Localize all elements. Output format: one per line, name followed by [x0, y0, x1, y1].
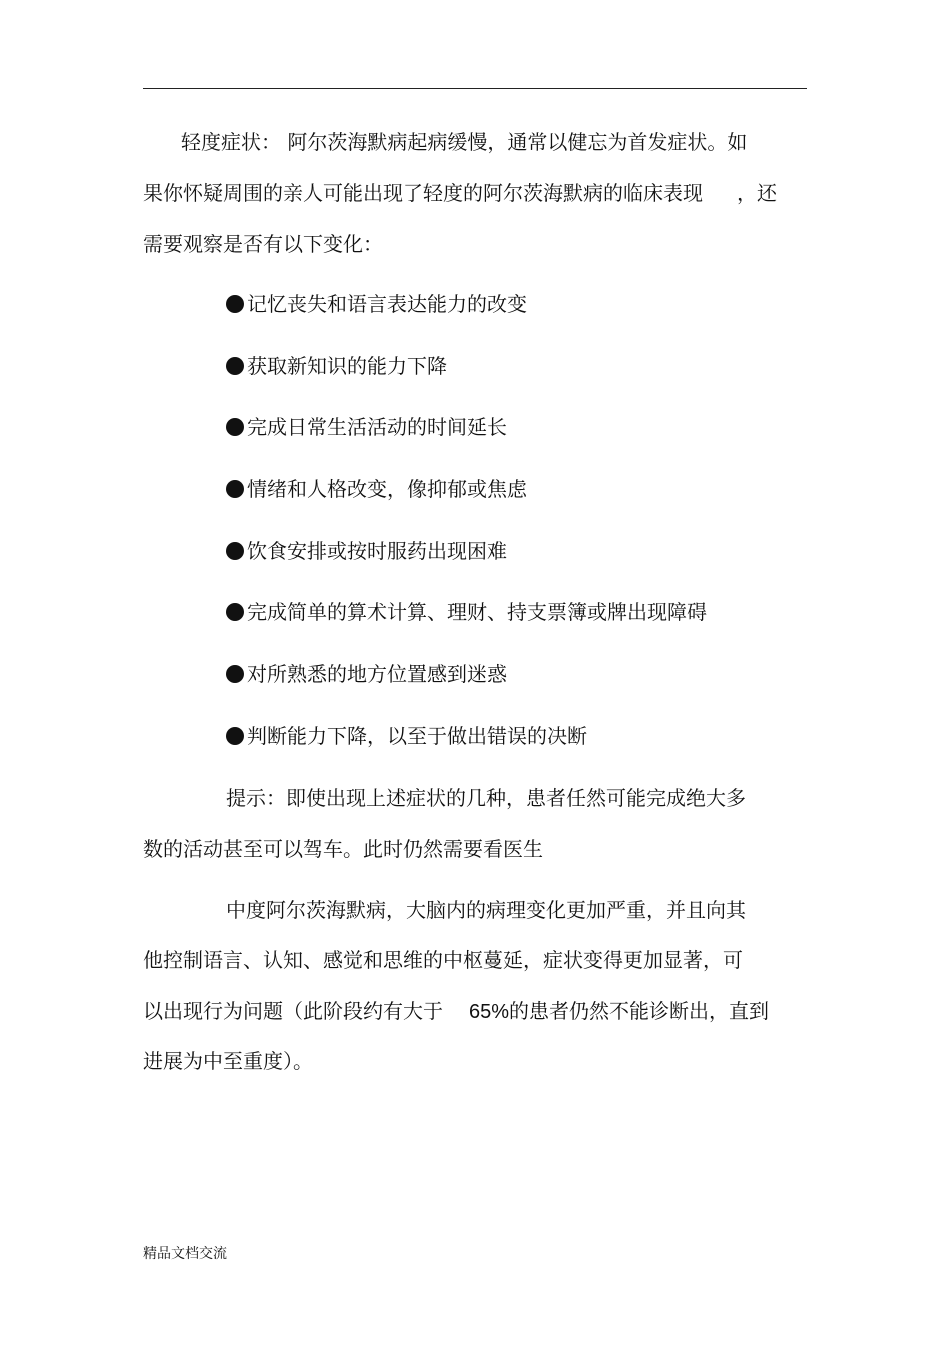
moderate-line-1: 中度阿尔茨海默病，大脑内的病理变化更加严重，并且向其 [226, 898, 746, 922]
moderate-line-3 [143, 997, 769, 1026]
header-rule [143, 88, 807, 89]
bullet-item-3: 完成日常生活活动的时间延长 [226, 413, 507, 441]
bullet-item-6: 完成简单的算术计算、理财、持支票簿或牌出现障碍 [226, 598, 707, 626]
mild-line-2-tail: ，还 [737, 181, 777, 205]
bullet-item-5: 饮食安排或按时服药出现困难 [226, 537, 507, 565]
moderate-line-3-tail: 的患者仍然不能诊断出，直到 [509, 999, 770, 1023]
mild-line-2 [143, 179, 777, 207]
bullet-item-8: 判断能力下降，以至于做出错误的决断 [226, 722, 587, 750]
bullet-dot-icon [226, 418, 244, 436]
bullet-item-2: 获取新知识的能力下降 [226, 352, 447, 380]
tip-line-2: 数的活动甚至可以驾车。此时仍然需要看医生 [143, 837, 543, 861]
bullet-item-1: 记忆丧失和语言表达能力的改变 [226, 290, 527, 318]
moderate-line-3-text: 以出现行为问题（此阶段约有大于 [143, 999, 443, 1023]
bullet-dot-icon [226, 542, 244, 560]
bullet-dot-icon [226, 727, 244, 745]
moderate-line-4: 进展为中至重度）。 [143, 1049, 313, 1073]
tip-line-1: 提示：即使出现上述症状的几种，患者任然可能完成绝大多 [226, 786, 746, 810]
bullet-dot-icon [226, 665, 244, 683]
page-footer: 精品文档交流 [143, 1246, 227, 1262]
mild-line-2-text: 果你怀疑周围的亲人可能出现了轻度的阿尔茨海默病的临床表现 [143, 181, 703, 205]
mild-line-3: 需要观察是否有以下变化： [143, 232, 383, 256]
bullet-dot-icon [226, 357, 244, 375]
percentage-value: 65% [469, 1001, 510, 1023]
bullet-dot-icon [226, 295, 244, 313]
bullet-dot-icon [226, 480, 244, 498]
bullet-item-4: 情绪和人格改变，像抑郁或焦虑 [226, 475, 527, 503]
bullet-item-7: 对所熟悉的地方位置感到迷惑 [226, 660, 507, 688]
moderate-line-2: 他控制语言、认知、感觉和思维的中枢蔓延，症状变得更加显著，可 [143, 948, 743, 972]
mild-line-1: 轻度症状： 阿尔茨海默病起病缓慢，通常以健忘为首发症状。如 [181, 130, 748, 154]
bullet-dot-icon [226, 603, 244, 621]
